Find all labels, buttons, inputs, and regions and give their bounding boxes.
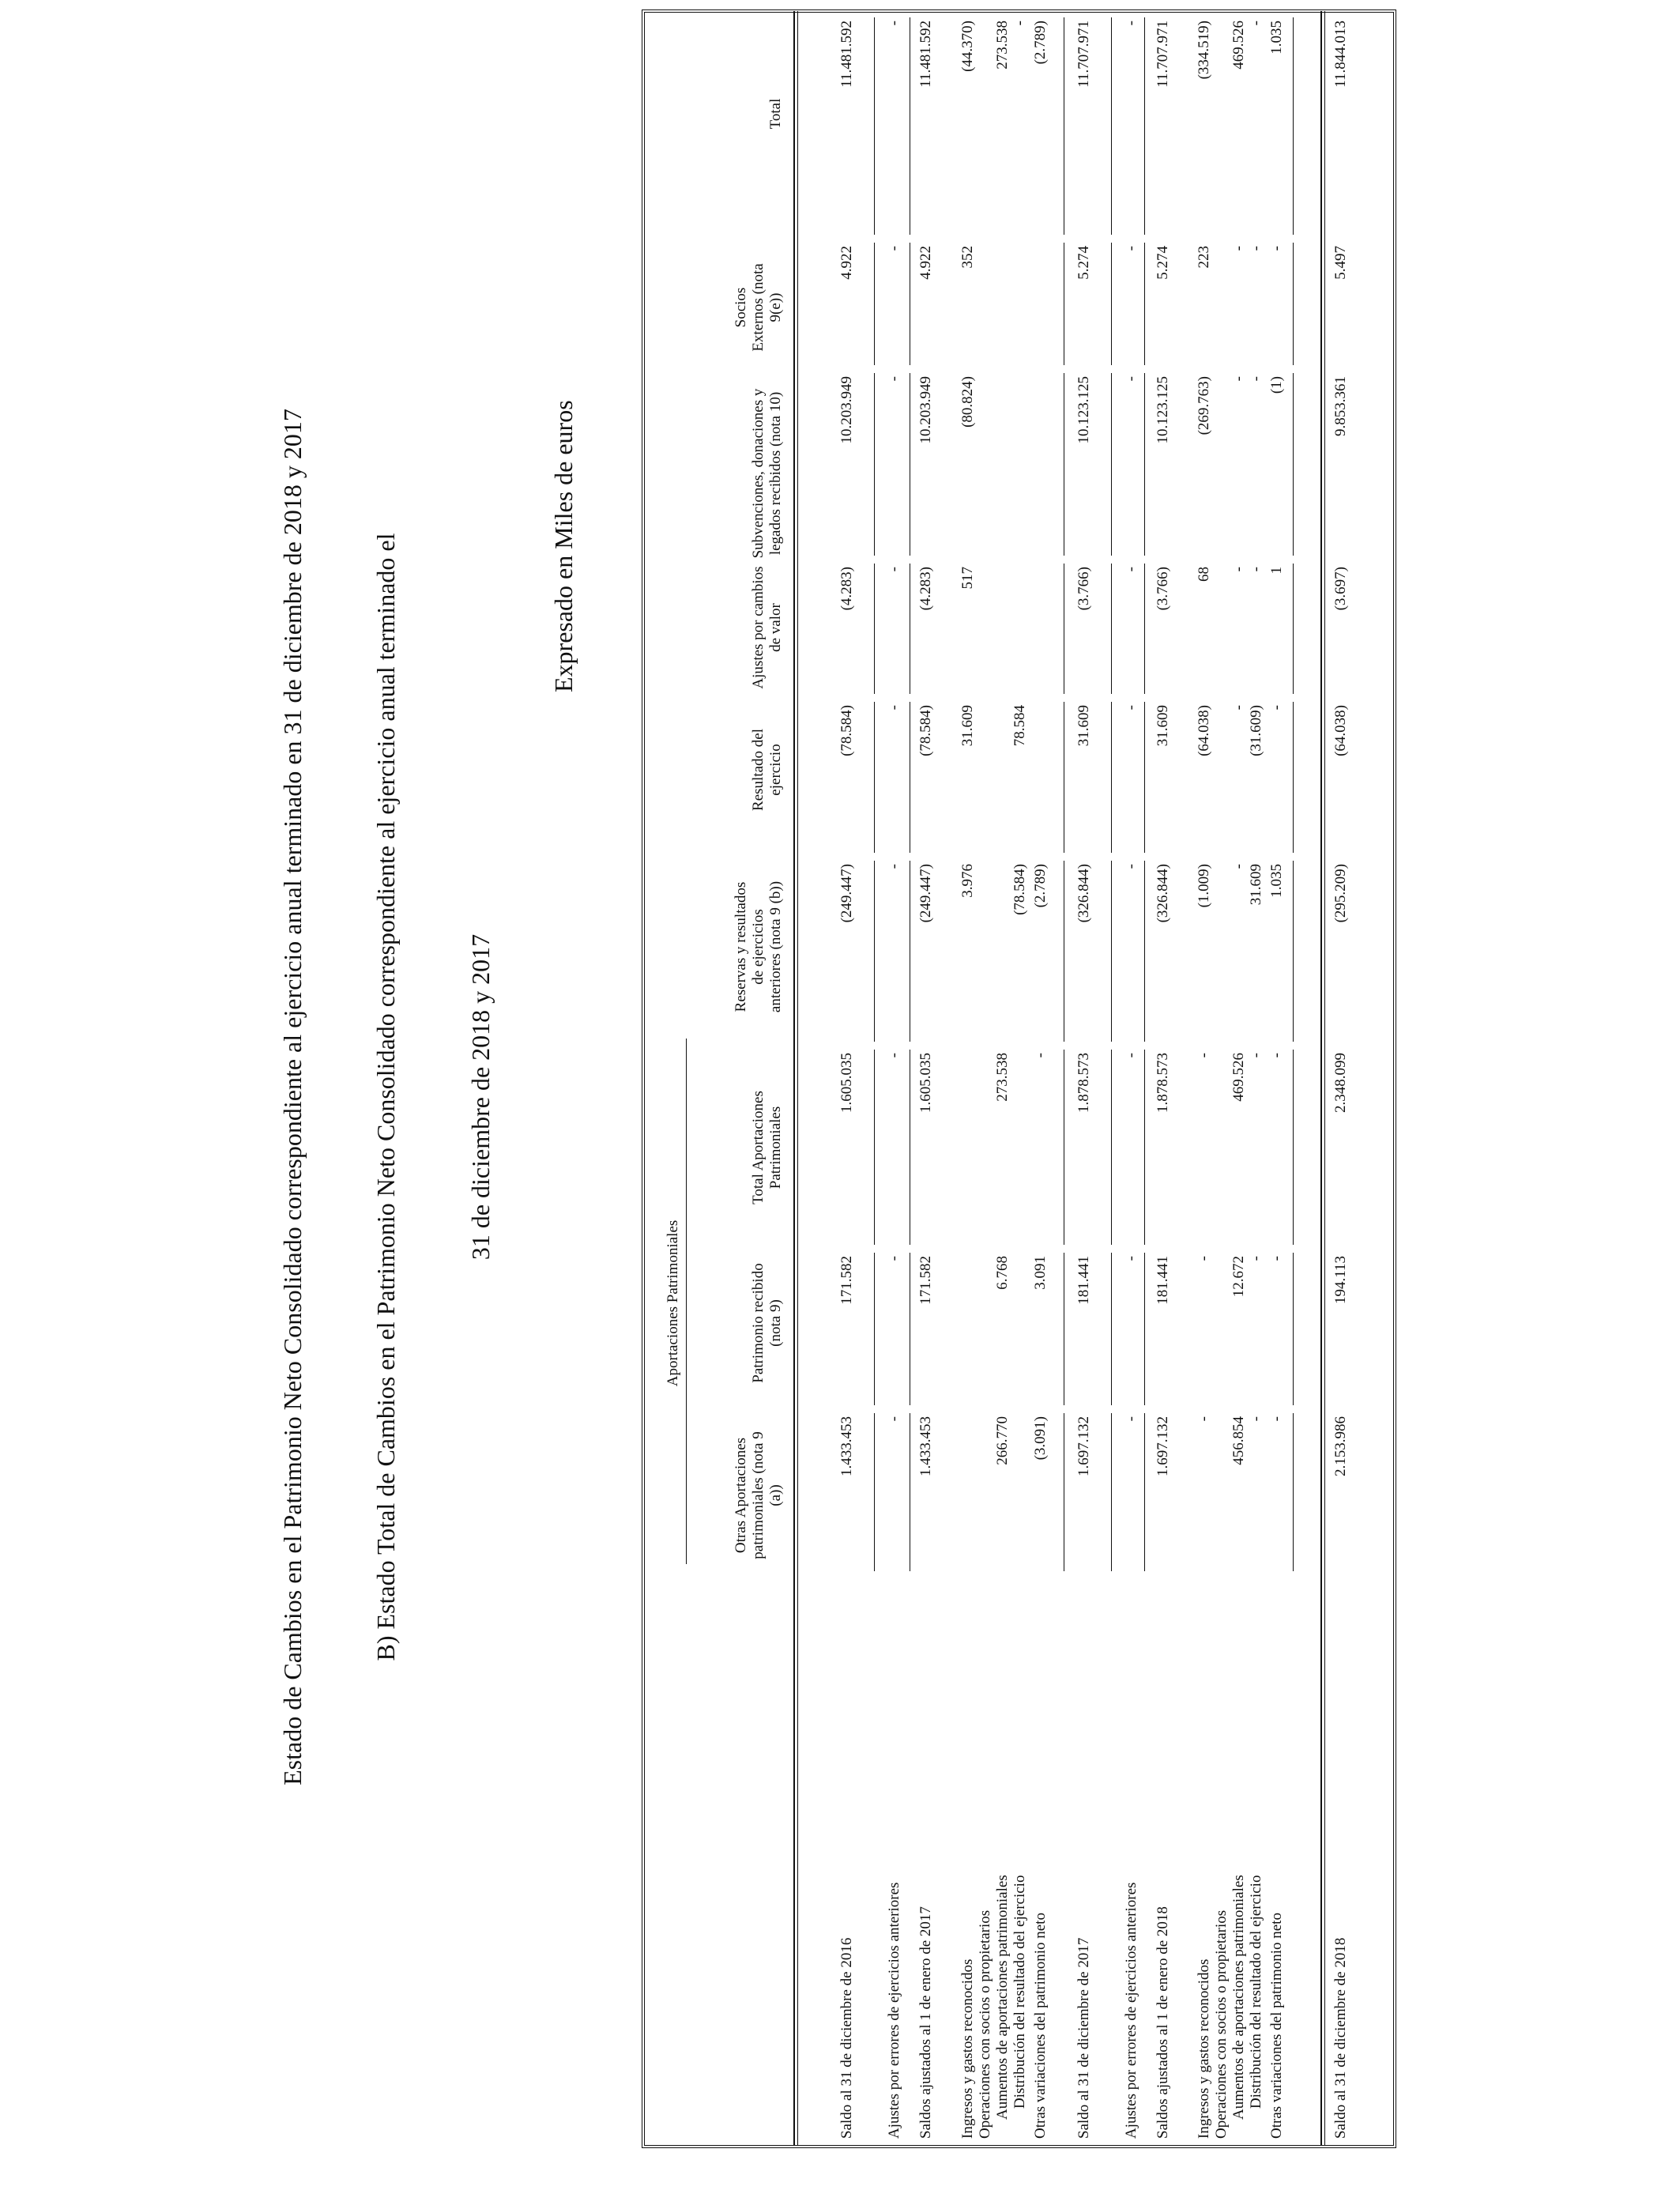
column-rule — [874, 564, 875, 694]
column-header: Total — [767, 98, 784, 130]
column-rule — [874, 1253, 875, 1405]
table-cell: 194.113 — [1332, 1256, 1349, 1305]
table-cell: 171.582 — [838, 1256, 855, 1305]
table-cell: - — [886, 376, 902, 382]
row-label: Saldo al 31 de diciembre de 2017 — [1075, 1937, 1092, 2139]
table-cell: - — [1011, 21, 1028, 26]
table-cell: - — [1268, 1416, 1285, 1422]
table-cell: (3.091) — [1032, 1416, 1049, 1461]
table-cell: 1.035 — [1268, 864, 1285, 898]
table-cell: (3.766) — [1155, 567, 1171, 611]
table-cell: - — [1248, 1256, 1264, 1261]
table-cell: - — [1123, 1053, 1139, 1058]
table-cell: - — [1123, 705, 1139, 711]
table-cell: (326.844) — [1075, 864, 1092, 923]
table-cell: (4.283) — [917, 567, 934, 611]
column-rule — [1111, 861, 1112, 1042]
table-cell: - — [1248, 21, 1264, 26]
table-cell: 5.274 — [1075, 246, 1092, 280]
table-cell: 11.707.971 — [1075, 21, 1092, 88]
table-cell: (2.789) — [1032, 864, 1049, 908]
column-rule — [1293, 1413, 1294, 1571]
table-cell: 10.203.949 — [838, 376, 855, 444]
column-header: Ajustes por cambios de valor — [750, 566, 784, 689]
table-cell: 11.481.592 — [838, 21, 855, 88]
column-rule — [1111, 243, 1112, 365]
table-cell: 273.538 — [994, 1053, 1011, 1102]
table-cell: - — [1230, 864, 1247, 869]
group-header-rule — [686, 1039, 687, 1564]
table-cell: - — [1248, 567, 1264, 572]
table-cell: - — [1248, 1053, 1264, 1058]
column-rule — [1111, 1050, 1112, 1245]
row-label: Saldos ajustados al 1 de enero de 2017 — [917, 1906, 934, 2139]
table-cell: (31.609) — [1248, 705, 1264, 756]
column-rule — [874, 1050, 875, 1245]
row-label: Otras variaciones del patrimonio neto — [1032, 1913, 1049, 2139]
row-label: Ajustes por errores de ejercicios anteriores — [1123, 1882, 1139, 2139]
column-rule — [1144, 564, 1145, 694]
table-cell: - — [1032, 1053, 1049, 1058]
table-cell: 4.922 — [917, 246, 934, 280]
header-rule — [793, 11, 795, 2145]
column-header: Otras Aportaciones patrimoniales (nota 9 (a)) — [733, 1431, 784, 1559]
column-header: Subvenciones, donaciones y legados recibidos (nota 10) — [750, 388, 784, 559]
row-label: Saldo al 31 de diciembre de 2018 — [1332, 1937, 1349, 2139]
table-cell: (1.009) — [1196, 864, 1212, 908]
currency-note: Expresado en Miles de euros — [549, 400, 578, 692]
table-cell: 6.768 — [994, 1256, 1011, 1290]
column-rule — [1144, 702, 1145, 853]
column-rule — [1144, 861, 1145, 1042]
table-cell: (295.209) — [1332, 864, 1349, 923]
column-header: Patrimonio recibido (nota 9) — [750, 1263, 784, 1383]
column-rule — [874, 373, 875, 556]
table-cell: - — [1123, 1256, 1139, 1261]
table-cell: (2.789) — [1032, 21, 1049, 65]
table-cell: - — [886, 1416, 902, 1422]
column-rule — [874, 243, 875, 365]
table-cell: 9.853.361 — [1332, 376, 1349, 436]
table-cell: (326.844) — [1155, 864, 1171, 923]
table-cell: 1.605.035 — [838, 1053, 855, 1113]
statement-title: Estado de Cambios en el Patrimonio Neto Consolidado correspondiente al ejercicio anual terminado en 31 de diciembre de 2018 y 2017 — [278, 409, 307, 1785]
column-rule — [1144, 1413, 1145, 1571]
table-cell: 1.697.132 — [1075, 1416, 1092, 1476]
table-cell: 181.441 — [1075, 1256, 1092, 1305]
equity-changes-table — [642, 9, 1396, 2148]
column-header: Total Aportaciones Patrimoniales — [750, 1091, 784, 1204]
table-cell: (78.584) — [838, 705, 855, 756]
table-cell: 11.844.013 — [1332, 21, 1349, 88]
table-cell: - — [1123, 21, 1139, 26]
table-cell: - — [1268, 246, 1285, 251]
table-cell: (3.766) — [1075, 567, 1092, 611]
row-label: Ingresos y gastos reconocidos — [1196, 1958, 1212, 2139]
table-cell: 1.697.132 — [1155, 1416, 1171, 1476]
table-cell: 171.582 — [917, 1256, 934, 1305]
row-label: Operaciones con socios o propietarios — [977, 1909, 993, 2139]
table-cell: (64.038) — [1332, 705, 1349, 756]
column-header: Socios Externos (nota 9(e)) — [733, 263, 784, 352]
table-cell: (1) — [1268, 376, 1285, 394]
column-rule — [1293, 373, 1294, 556]
table-cell: - — [1230, 246, 1247, 251]
table-cell: - — [1248, 246, 1264, 251]
column-rule — [1293, 861, 1294, 1042]
column-rule — [1111, 17, 1112, 235]
table-cell: 1.433.453 — [838, 1416, 855, 1476]
table-cell: 3.976 — [959, 864, 976, 898]
table-cell: 2.153.986 — [1332, 1416, 1349, 1476]
row-label: Operaciones con socios o propietarios — [1213, 1909, 1230, 2139]
table-cell: 78.584 — [1011, 705, 1028, 747]
table-cell: - — [886, 21, 902, 26]
table-cell: 3.091 — [1032, 1256, 1049, 1290]
column-rule — [1293, 1253, 1294, 1405]
row-label: Aumentos de aportaciones patrimoniales — [1230, 1875, 1247, 2120]
row-label: Distribución del resultado del ejercicio — [1011, 1875, 1028, 2109]
row-label: Otras variaciones del patrimonio neto — [1268, 1913, 1285, 2139]
table-cell: - — [886, 864, 902, 869]
table-cell: 5.274 — [1155, 246, 1171, 280]
table-cell: 517 — [959, 567, 976, 590]
column-rule — [1293, 1050, 1294, 1245]
header-rule-inner — [797, 11, 798, 2145]
row-label: Saldos ajustados al 1 de enero de 2018 — [1155, 1906, 1171, 2139]
table-cell: 456.854 — [1230, 1416, 1247, 1465]
total-rule-inner — [1324, 11, 1325, 2145]
statement-date: 31 de diciembre de 2018 y 2017 — [466, 933, 495, 1261]
column-header: Resultado del ejercicio — [750, 729, 784, 811]
column-rule — [1293, 702, 1294, 853]
table-cell: 1 — [1268, 567, 1285, 575]
column-rule — [1293, 17, 1294, 235]
column-rule — [1144, 373, 1145, 556]
table-cell: 68 — [1196, 567, 1212, 582]
table-cell: - — [1123, 246, 1139, 251]
row-label: Aumentos de aportaciones patrimoniales — [994, 1875, 1011, 2120]
table-cell: - — [1268, 1256, 1285, 1261]
table-cell: (249.447) — [838, 864, 855, 923]
column-rule — [1293, 243, 1294, 365]
group-header: Aportaciones Patrimoniales — [665, 1220, 681, 1387]
table-cell: (3.697) — [1332, 567, 1349, 611]
row-label: Distribución del resultado del ejercicio — [1248, 1875, 1264, 2109]
column-rule — [1144, 1253, 1145, 1405]
column-rule — [874, 702, 875, 853]
table-cell: (64.038) — [1196, 705, 1212, 756]
column-rule — [1111, 702, 1112, 853]
table-cell: - — [1196, 1053, 1212, 1058]
table-cell: - — [1123, 567, 1139, 572]
row-label: Ingresos y gastos reconocidos — [959, 1958, 976, 2139]
table-cell: 31.609 — [1075, 705, 1092, 747]
table-cell: (334.519) — [1196, 21, 1212, 80]
column-rule — [1111, 564, 1112, 694]
table-cell: 1.878.573 — [1075, 1053, 1092, 1113]
table-cell: - — [1248, 376, 1264, 382]
table-cell: - — [886, 567, 902, 572]
column-rule — [1144, 17, 1145, 235]
table-cell: 469.526 — [1230, 1053, 1247, 1102]
table-cell: 1.433.453 — [917, 1416, 934, 1476]
table-cell: 5.497 — [1332, 246, 1349, 280]
total-rule — [1320, 11, 1322, 2145]
table-cell: - — [1230, 705, 1247, 711]
table-cell: - — [886, 246, 902, 251]
table-cell: (4.283) — [838, 567, 855, 611]
table-cell: 12.672 — [1230, 1256, 1247, 1298]
table-cell: - — [886, 1053, 902, 1058]
table-cell: (44.370) — [959, 21, 976, 72]
table-cell: - — [1123, 1416, 1139, 1422]
table-cell: - — [1248, 1416, 1264, 1422]
table-cell: 469.526 — [1230, 21, 1247, 70]
table-cell: 352 — [959, 246, 976, 269]
table-cell: 10.123.125 — [1155, 376, 1171, 444]
table-cell: (80.824) — [959, 376, 976, 428]
table-cell: 11.481.592 — [917, 21, 934, 88]
table-cell: 266.770 — [994, 1416, 1011, 1465]
statement-subtitle: B) Estado Total de Cambios en el Patrimonio Neto Consolidado correspondiente al ejercicio anual terminado el — [371, 533, 400, 1661]
row-label: Saldo al 31 de diciembre de 2016 — [838, 1937, 855, 2139]
table-cell: 2.348.099 — [1332, 1053, 1349, 1113]
column-rule — [874, 1413, 875, 1571]
column-rule — [1111, 1253, 1112, 1405]
table-cell: 4.922 — [838, 246, 855, 280]
table-cell: (269.763) — [1196, 376, 1212, 435]
table-cell: - — [1196, 1416, 1212, 1422]
table-cell: 1.878.573 — [1155, 1053, 1171, 1113]
table-cell: 31.609 — [959, 705, 976, 747]
table-cell: - — [1230, 567, 1247, 572]
table-cell: 10.123.125 — [1075, 376, 1092, 444]
table-cell: 31.609 — [1248, 864, 1264, 906]
table-cell: - — [1268, 705, 1285, 711]
table-cell: - — [1268, 1053, 1285, 1058]
table-cell: 10.203.949 — [917, 376, 934, 444]
column-header: Reservas y resultados de ejercicios anteriores (nota 9 (b)) — [733, 880, 784, 1013]
column-rule — [1111, 1413, 1112, 1571]
table-cell: (78.584) — [1011, 864, 1028, 915]
table-cell: - — [886, 1256, 902, 1261]
table-cell: 31.609 — [1155, 705, 1171, 747]
table-cell: 181.441 — [1155, 1256, 1171, 1305]
table-cell: - — [1123, 864, 1139, 869]
column-rule — [1111, 373, 1112, 556]
column-rule — [1144, 243, 1145, 365]
table-cell: 1.035 — [1268, 21, 1285, 55]
column-rule — [1144, 1050, 1145, 1245]
table-cell: 1.605.035 — [917, 1053, 934, 1113]
table-cell: 273.538 — [994, 21, 1011, 70]
column-rule — [1293, 564, 1294, 694]
table-cell: - — [1123, 376, 1139, 382]
row-label: Ajustes por errores de ejercicios anteriores — [886, 1882, 902, 2139]
table-cell: 11.707.971 — [1155, 21, 1171, 88]
table-cell: - — [1196, 1256, 1212, 1261]
table-cell: (78.584) — [917, 705, 934, 756]
table-cell: - — [1230, 376, 1247, 382]
table-cell: (249.447) — [917, 864, 934, 923]
table-cell: - — [886, 705, 902, 711]
column-rule — [874, 17, 875, 235]
table-cell: 223 — [1196, 246, 1212, 269]
column-rule — [874, 861, 875, 1042]
